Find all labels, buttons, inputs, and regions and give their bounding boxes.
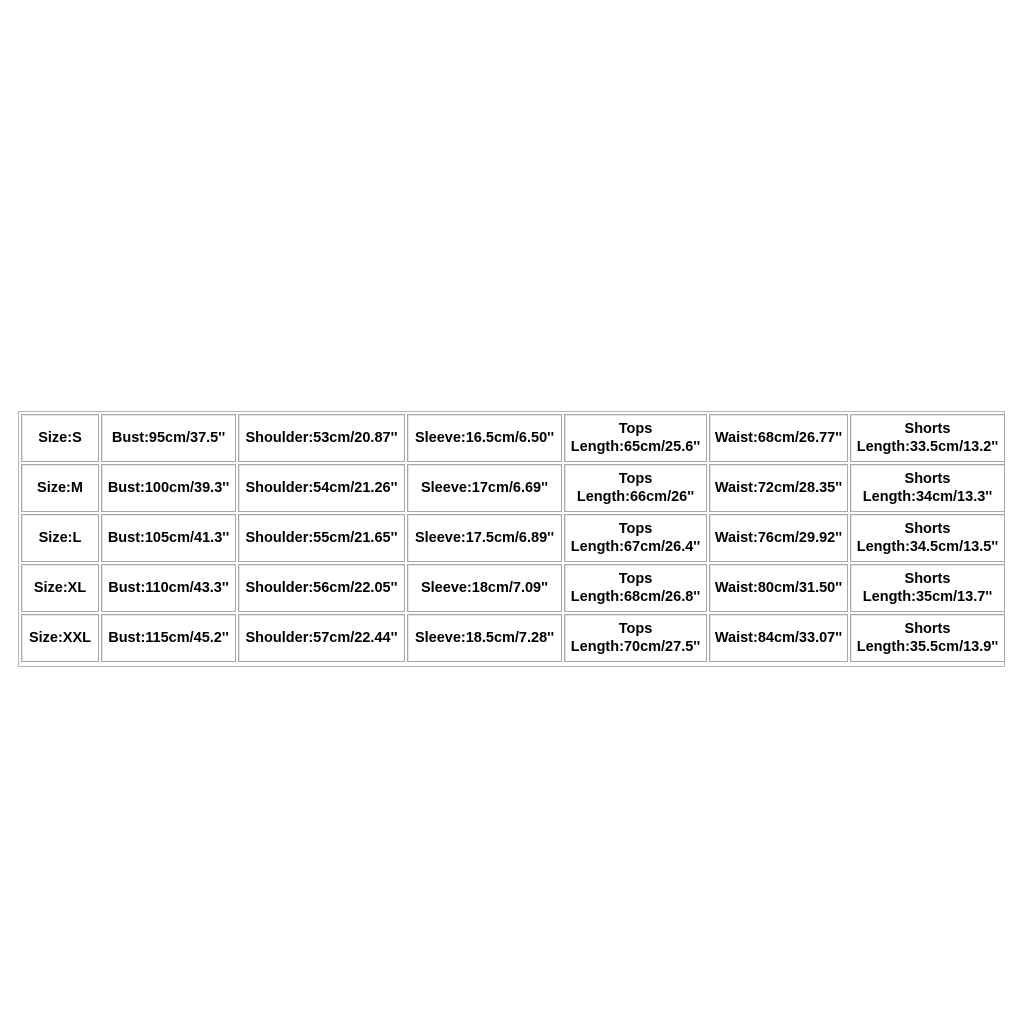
waist-cell: [709, 564, 848, 612]
size-label: Size:L: [38, 530, 82, 546]
shorts-length-cell: [850, 614, 1005, 662]
tops-length-value: Length:65cm/25.6'': [570, 439, 701, 455]
shorts-length-value: Length:34cm/13.3'': [862, 489, 993, 505]
size-cell: [21, 464, 99, 512]
sleeve-cell: [407, 514, 562, 562]
size-label: Size:XL: [33, 580, 87, 596]
tops-length-value: Length:68cm/26.8'': [570, 589, 701, 605]
shoulder-value: Shoulder:55cm/21.65'': [245, 530, 398, 546]
tops-length-value: Length:66cm/26'': [576, 489, 695, 505]
tops-length-cell: [564, 564, 707, 612]
tops-length-value: Length:67cm/26.4'': [570, 539, 701, 555]
tops-label: Tops: [618, 421, 653, 437]
waist-cell: [709, 464, 848, 512]
shorts-length-cell: [850, 414, 1005, 462]
bust-cell: [101, 414, 236, 462]
shoulder-value: Shoulder:56cm/22.05'': [245, 580, 398, 596]
shorts-label: Shorts: [904, 571, 951, 587]
bust-cell: [101, 514, 236, 562]
bust-value: Bust:115cm/45.2'': [108, 630, 229, 646]
waist-cell: [709, 414, 848, 462]
size-chart-table: [18, 411, 1005, 667]
size-chart-grid: [21, 414, 1002, 664]
waist-value: Waist:72cm/28.35'': [714, 480, 843, 496]
shorts-label: Shorts: [904, 471, 951, 487]
sleeve-value: Sleeve:17cm/6.69'': [420, 480, 549, 496]
tops-label: Tops: [618, 571, 653, 587]
tops-length-cell: [564, 614, 707, 662]
waist-value: Waist:68cm/26.77'': [714, 430, 843, 446]
tops-label: Tops: [618, 471, 653, 487]
shorts-label: Shorts: [904, 521, 951, 537]
tops-label: Tops: [618, 621, 653, 637]
shorts-length-value: Length:35cm/13.7'': [862, 589, 993, 605]
bust-cell: [101, 464, 236, 512]
bust-cell: [101, 564, 236, 612]
bust-value: Bust:95cm/37.5'': [111, 430, 226, 446]
shoulder-cell: [238, 464, 405, 512]
shorts-length-cell: [850, 464, 1005, 512]
shoulder-value: Shoulder:57cm/22.44'': [245, 630, 398, 646]
shoulder-cell: [238, 614, 405, 662]
bust-cell: [101, 614, 236, 662]
waist-cell: [709, 514, 848, 562]
shoulder-cell: [238, 564, 405, 612]
shoulder-value: Shoulder:53cm/20.87'': [245, 430, 398, 446]
waist-value: Waist:84cm/33.07'': [714, 630, 843, 646]
sleeve-value: Sleeve:16.5cm/6.50'': [414, 430, 555, 446]
size-cell: [21, 414, 99, 462]
tops-label: Tops: [618, 521, 653, 537]
size-label: Size:XXL: [28, 630, 92, 646]
shorts-length-cell: [850, 514, 1005, 562]
waist-value: Waist:76cm/29.92'': [714, 530, 843, 546]
shorts-label: Shorts: [904, 421, 951, 437]
shorts-length-value: Length:33.5cm/13.2'': [856, 439, 999, 455]
tops-length-cell: [564, 414, 707, 462]
bust-value: Bust:105cm/41.3'': [107, 530, 230, 546]
size-cell: [21, 564, 99, 612]
waist-value: Waist:80cm/31.50'': [714, 580, 843, 596]
size-label: Size:S: [38, 430, 82, 446]
tops-length-value: Length:70cm/27.5'': [570, 639, 701, 655]
bust-value: Bust:110cm/43.3'': [108, 580, 229, 596]
waist-cell: [709, 614, 848, 662]
size-cell: [21, 614, 99, 662]
tops-length-cell: [564, 464, 707, 512]
sleeve-cell: [407, 614, 562, 662]
sleeve-cell: [407, 414, 562, 462]
sleeve-value: Sleeve:18.5cm/7.28'': [414, 630, 555, 646]
shorts-label: Shorts: [904, 621, 951, 637]
sleeve-cell: [407, 564, 562, 612]
shoulder-value: Shoulder:54cm/21.26'': [245, 480, 398, 496]
shoulder-cell: [238, 514, 405, 562]
size-cell: [21, 514, 99, 562]
shorts-length-value: Length:34.5cm/13.5'': [856, 539, 999, 555]
sleeve-value: Sleeve:17.5cm/6.89'': [414, 530, 555, 546]
tops-length-cell: [564, 514, 707, 562]
sleeve-value: Sleeve:18cm/7.09'': [420, 580, 549, 596]
sleeve-cell: [407, 464, 562, 512]
shorts-length-value: Length:35.5cm/13.9'': [856, 639, 999, 655]
bust-value: Bust:100cm/39.3'': [107, 480, 230, 496]
size-label: Size:M: [37, 480, 83, 496]
shoulder-cell: [238, 414, 405, 462]
shorts-length-cell: [850, 564, 1005, 612]
